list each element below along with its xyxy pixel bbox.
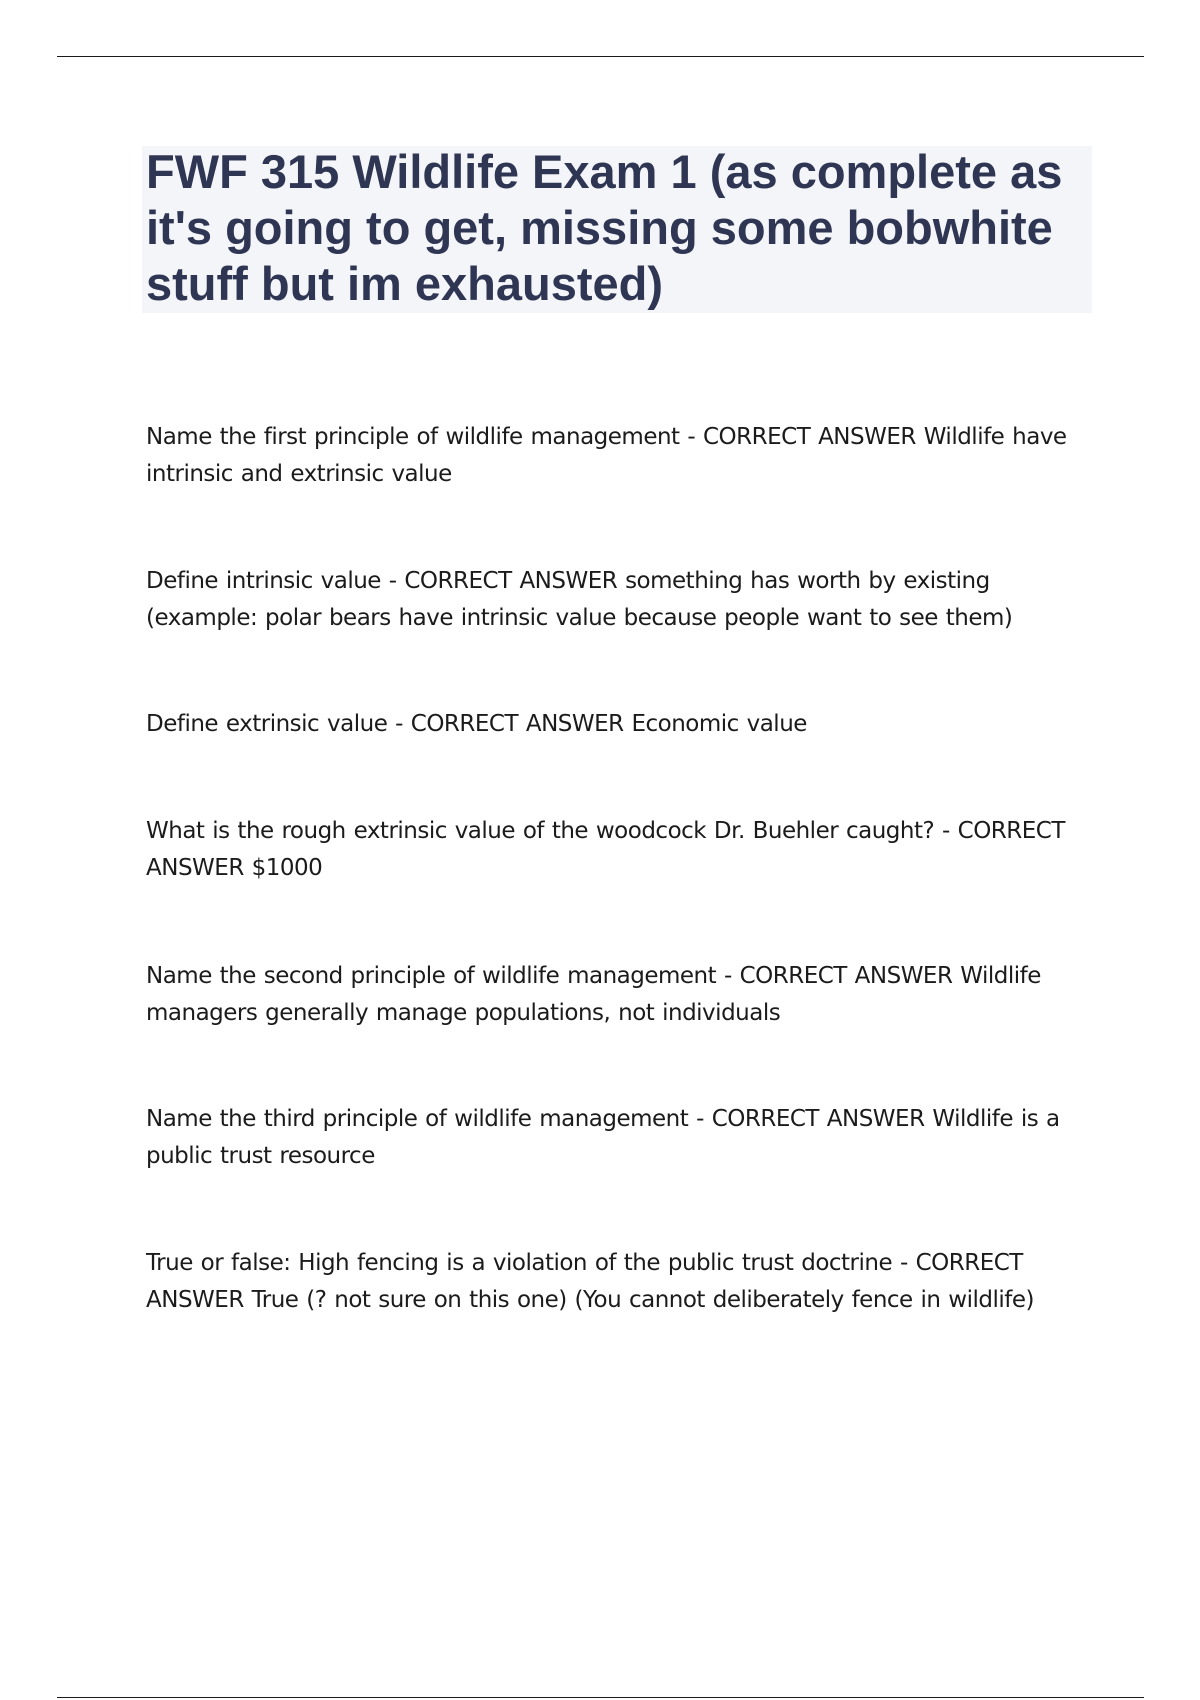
separator: - bbox=[387, 711, 411, 737]
question-text: True or false: High fencing is a violation of the public trust doctrine bbox=[146, 1250, 893, 1276]
document-title: FWF 315 Wildlife Exam 1 (as complete as it's going to get, missing some bobwhite stuff but im exhausted) bbox=[146, 145, 1063, 310]
answer-label: CORRECT ANSWER bbox=[739, 963, 953, 989]
answer-label: CORRECT ANSWER bbox=[146, 818, 1065, 881]
answer-label: CORRECT ANSWER bbox=[703, 424, 916, 450]
qa-item bbox=[146, 1245, 1106, 1319]
qa-item bbox=[146, 958, 1106, 1032]
qa-item bbox=[146, 813, 1106, 887]
qa-item bbox=[146, 563, 1106, 637]
answer-label: CORRECT ANSWER bbox=[410, 711, 624, 737]
question-text: Name the first principle of wildlife management bbox=[146, 424, 680, 450]
answer-label: CORRECT ANSWER bbox=[404, 568, 618, 594]
top-rule bbox=[57, 56, 1144, 57]
qa-item bbox=[146, 706, 1106, 743]
bottom-rule bbox=[57, 1697, 1144, 1698]
answer-text: Wildlife have intrinsic and extrinsic value bbox=[146, 424, 1067, 487]
answer-text: True (? not sure on this one) (You cannot deliberately fence in wildlife) bbox=[251, 1287, 1034, 1313]
question-text: Define extrinsic value bbox=[146, 711, 388, 737]
separator: - bbox=[892, 1250, 916, 1276]
answer-label: CORRECT ANSWER bbox=[711, 1106, 925, 1132]
answer-label: CORRECT ANSWER bbox=[146, 1250, 1023, 1313]
answer-text: something has worth by existing (example: polar bears have intrinsic value because people want to see them) bbox=[146, 568, 1013, 631]
separator: - bbox=[688, 1106, 712, 1132]
qa-item bbox=[146, 419, 1106, 493]
answer-text: Wildlife is a public trust resource bbox=[146, 1106, 1060, 1169]
answer-text: Wildlife managers generally manage populations, not individuals bbox=[146, 963, 1041, 1026]
question-text: Name the third principle of wildlife management bbox=[146, 1106, 689, 1132]
question-text: Name the second principle of wildlife management bbox=[146, 963, 717, 989]
answer-text: Economic value bbox=[631, 711, 807, 737]
question-text: Define intrinsic value bbox=[146, 568, 381, 594]
separator: - bbox=[679, 424, 703, 450]
question-text: What is the rough extrinsic value of the woodcock Dr. Buehler caught? bbox=[146, 818, 935, 844]
separator: - bbox=[716, 963, 740, 989]
qa-item bbox=[146, 1101, 1106, 1175]
answer-text: $1000 bbox=[251, 855, 323, 881]
separator: - bbox=[380, 568, 405, 594]
separator: - bbox=[934, 818, 958, 844]
